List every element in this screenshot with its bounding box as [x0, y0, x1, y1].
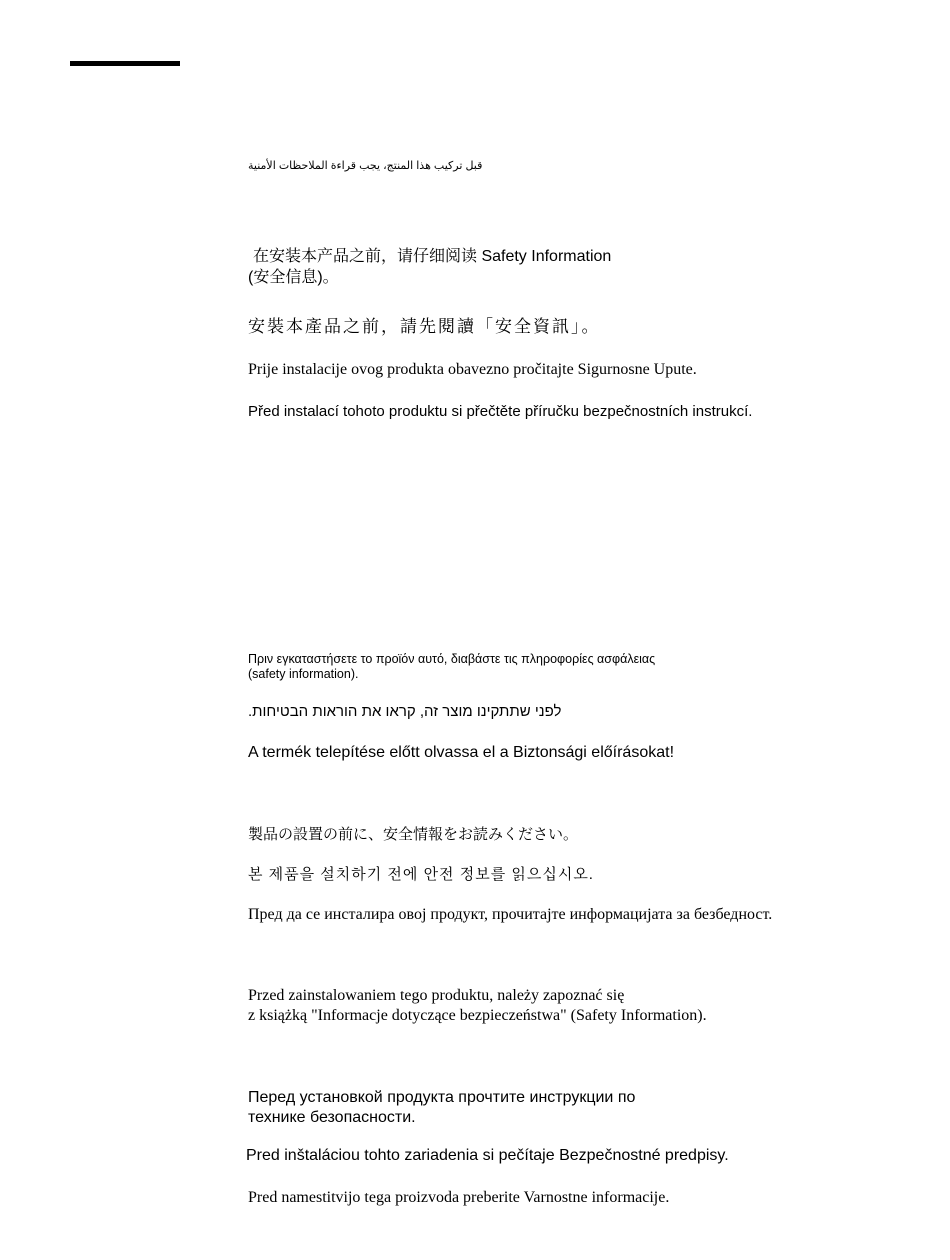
notice-greek-line1: Πριν εγκαταστήσετε το προϊόν αυτό, διαβάστε τις πληροφορίες ασφάλειας — [248, 652, 656, 666]
notice-polish-line1: Przed zainstalowaniem tego produktu, należy zapoznać się — [248, 987, 625, 1004]
notice-russian-line1: Перед установкой продукта прочтите инструкции по — [248, 1089, 636, 1106]
notice-croatian: Prije instalacije ovog produkta obavezno pročitajte Sigurnosne Upute. — [248, 361, 697, 378]
notice-macedonian: Пред да се инсталира овој продукт, прочитајте информацијата за безбедност. — [248, 906, 773, 923]
notice-russian-line2: технике безопасности. — [248, 1109, 416, 1126]
notice-chinese-simplified-line1: 在安装本产品之前，请仔细阅读 Safety Information — [253, 248, 612, 265]
notice-japanese: 製品の設置の前に、安全情報をお読みください。 — [248, 826, 579, 843]
notice-korean: 본 제품을 설치하기 전에 안전 정보를 읽으십시오. — [248, 866, 594, 883]
notice-hebrew: לפני שתתקינו מוצר זה, קראו את הוראות הבטיחות. — [248, 703, 562, 720]
header-rule — [70, 61, 180, 66]
notice-slovak: Pred inštaláciou tohto zariadenia si pečítaje Bezpečnostné predpisy. — [246, 1147, 729, 1164]
notice-polish-line2: z książką "Informacje dotyczące bezpieczeństwa" (Safety Information). — [248, 1007, 707, 1024]
notice-chinese-simplified-line2: (安全信息)。 — [248, 269, 339, 286]
notice-arabic: قبل تركيب هذا المنتج، يجب قراءة الملاحظات الأمنية — [248, 160, 483, 172]
notice-chinese-traditional: 安裝本產品之前，請先閱讀「安全資訊」。 — [248, 317, 601, 336]
notice-slovenian: Pred namestitvijo tega proizvoda preberite Varnostne informacije. — [248, 1189, 670, 1206]
notice-czech: Před instalací tohoto produktu si přečtěte příručku bezpečnostních instrukcí. — [248, 403, 753, 420]
notice-hungarian: A termék telepítése előtt olvassa el a Biztonsági előírásokat! — [248, 744, 675, 761]
notice-greek-line2: (safety information). — [248, 667, 359, 681]
